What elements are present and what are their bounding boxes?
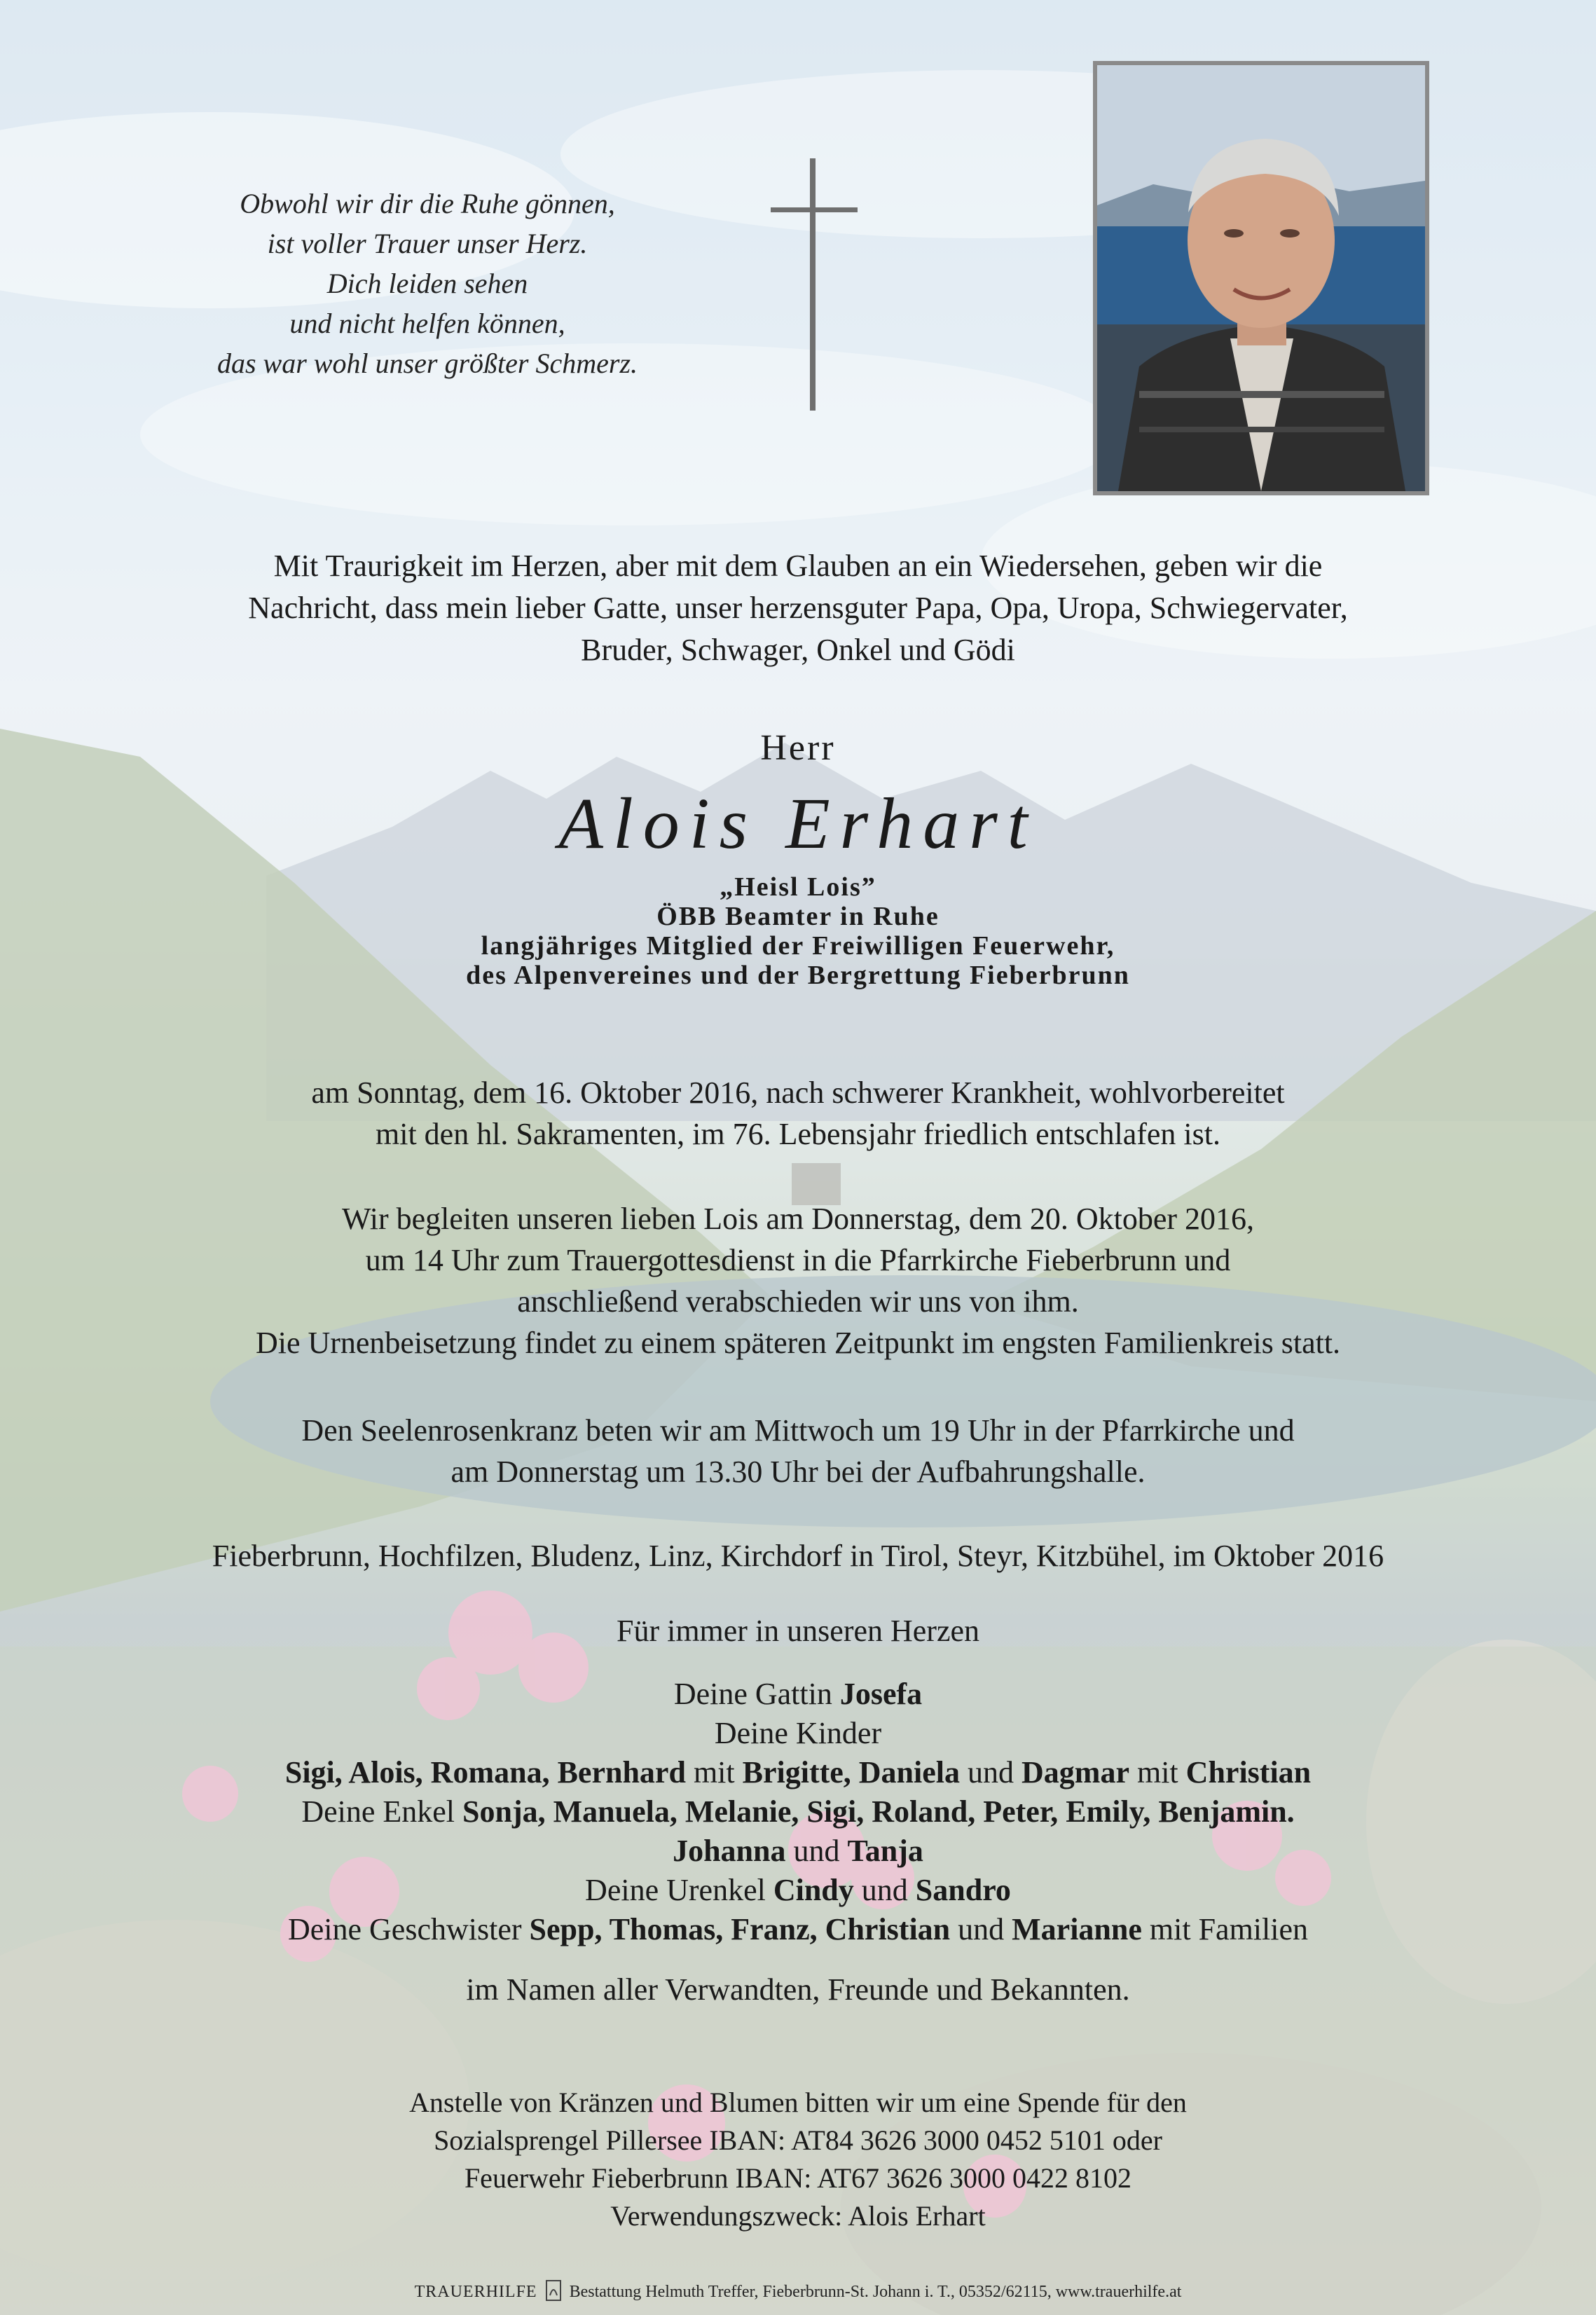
donation-line: Anstelle von Kränzen und Blumen bitten wir um eine Spende für den [409, 2087, 1187, 2118]
great-grandchildren-names: Cindy [773, 1873, 854, 1907]
connector: und [853, 1873, 916, 1907]
connector: und [950, 1912, 1012, 1946]
forever-line: Für immer in unseren Herzen [616, 1614, 980, 1648]
intro-line: Mit Traurigkeit im Herzen, aber mit dem Glauben an ein Wiedersehen, geben wir die [273, 549, 1323, 583]
salutation: Herr [760, 728, 836, 768]
grandchildren-line [0, 1792, 1596, 1832]
portrait-illustration [1097, 65, 1425, 491]
rosary-line: Den Seelenrosenkranz beten wir am Mittwoch um 19 Uhr in der Pfarrkirche und [301, 1413, 1295, 1448]
children-names: Christian [1185, 1755, 1312, 1790]
children-names: Sigi, Alois, Romana, Bernhard [284, 1755, 686, 1790]
children-names: Brigitte, Daniela [742, 1755, 961, 1790]
wife-line [0, 1675, 1596, 1714]
poem-line: das war wohl unser größter Schmerz. [216, 348, 638, 379]
funeral-line: Die Urnenbeisetzung findet zu einem späteren Zeitpunkt im engsten Familienkreis statt. [255, 1326, 1341, 1360]
children-label: Deine Kinder [714, 1716, 882, 1750]
places-date: Fieberbrunn, Hochfilzen, Bludenz, Linz, Kirchdorf in Tirol, Steyr, Kitzbühel, im Oktober 2016 [212, 1539, 1384, 1573]
intro-text [0, 545, 1596, 671]
siblings-prefix: Deine Geschwister [287, 1912, 530, 1946]
donation-line: Verwendungszweck: Alois Erhart [610, 2200, 986, 2232]
intro-line: Nachricht, dass mein lieber Gatte, unser herzensguter Papa, Opa, Uropa, Schwiegervater, [248, 591, 1348, 625]
on-behalf-line: im Namen aller Verwandten, Freunde und Bekannten. [466, 1972, 1130, 2007]
death-notice-line: am Sonntag, dem 16. Oktober 2016, nach schwerer Krankheit, wohlvorbereitet [311, 1076, 1285, 1110]
grandchildren-prefix: Deine Enkel [301, 1794, 463, 1829]
children-line [0, 1753, 1596, 1792]
connector: und [960, 1755, 1022, 1790]
grandchildren-names: Sonja, Manuela, Melanie, Sigi, Roland, Peter, Emily, Benjamin. [462, 1794, 1295, 1829]
siblings-names: Sepp, Thomas, Franz, Christian [529, 1912, 951, 1946]
great-grandchildren-line [0, 1871, 1596, 1910]
cross-icon [771, 158, 858, 411]
siblings-line [0, 1910, 1596, 1949]
deceased-titles [0, 872, 1596, 990]
poem-line: Obwohl wir dir die Ruhe gönnen, [240, 188, 615, 219]
funeral-line: anschließend verabschieden wir uns von ihm. [517, 1284, 1079, 1319]
donation-line: Sozialsprengel Pillersee IBAN: AT84 3626 3000 0452 5101 oder [434, 2124, 1162, 2156]
funeral-line: Wir begleiten unseren lieben Lois am Donnerstag, dem 20. Oktober 2016, [342, 1202, 1254, 1236]
title-line: ÖBB Beamter in Ruhe [656, 902, 940, 931]
connector: mit [1129, 1755, 1186, 1790]
footer [0, 2280, 1596, 2302]
great-grandchildren-prefix: Deine Urenkel [585, 1873, 773, 1907]
siblings-suffix: mit Familien [1141, 1912, 1309, 1946]
intro-line: Bruder, Schwager, Onkel und Gödi [581, 633, 1015, 667]
death-notice [0, 1072, 1596, 1155]
grandchildren-names: Johanna [673, 1834, 786, 1868]
trauerhilfe-logo-icon [546, 2280, 561, 2301]
funeral-info [0, 1198, 1596, 1363]
wife-name: Josefa [839, 1677, 923, 1711]
poem-line: und nicht helfen können, [289, 308, 565, 339]
donation-info [0, 2084, 1596, 2235]
poem-line: ist voller Trauer unser Herz. [267, 228, 588, 259]
footer-brand: TRAUERHILFE [414, 2283, 537, 2301]
family-list [0, 1612, 1596, 2010]
poem [112, 184, 743, 383]
funeral-line: um 14 Uhr zum Trauergottesdienst in die Pfarrkirche Fieberbrunn und [365, 1243, 1231, 1277]
footer-text: Bestattung Helmuth Treffer, Fieberbrunn-St. Johann i. T., 05352/62115, www.trauerhilfe.at [569, 2283, 1182, 2301]
donation-line: Feuerwehr Fieberbrunn IBAN: AT67 3626 3000 0422 8102 [464, 2162, 1132, 2194]
great-grandchildren-names: Sandro [915, 1873, 1011, 1907]
rosary-info [0, 1410, 1596, 1492]
nickname: „Heisl Lois” [720, 872, 876, 902]
title-line: des Alpenvereines und der Bergrettung Fieberbrunn [466, 961, 1130, 990]
connector: und [785, 1834, 848, 1868]
wife-prefix: Deine Gattin [673, 1677, 840, 1711]
title-line: langjähriges Mitglied der Freiwilligen Feuerwehr, [481, 931, 1115, 961]
death-notice-line: mit den hl. Sakramenten, im 76. Lebensjahr friedlich entschlafen ist. [376, 1117, 1220, 1151]
portrait-photo [1093, 61, 1429, 495]
grandchildren-line-2 [0, 1832, 1596, 1871]
poem-line: Dich leiden sehen [326, 268, 528, 299]
rosary-line: am Donnerstag um 13.30 Uhr bei der Aufbahrungshalle. [450, 1455, 1146, 1489]
connector: mit [685, 1755, 743, 1790]
children-names: Dagmar [1021, 1755, 1129, 1790]
grandchildren-names: Tanja [847, 1834, 923, 1868]
siblings-names: Marianne [1012, 1912, 1142, 1946]
deceased-name: Alois Erhart [558, 783, 1038, 864]
